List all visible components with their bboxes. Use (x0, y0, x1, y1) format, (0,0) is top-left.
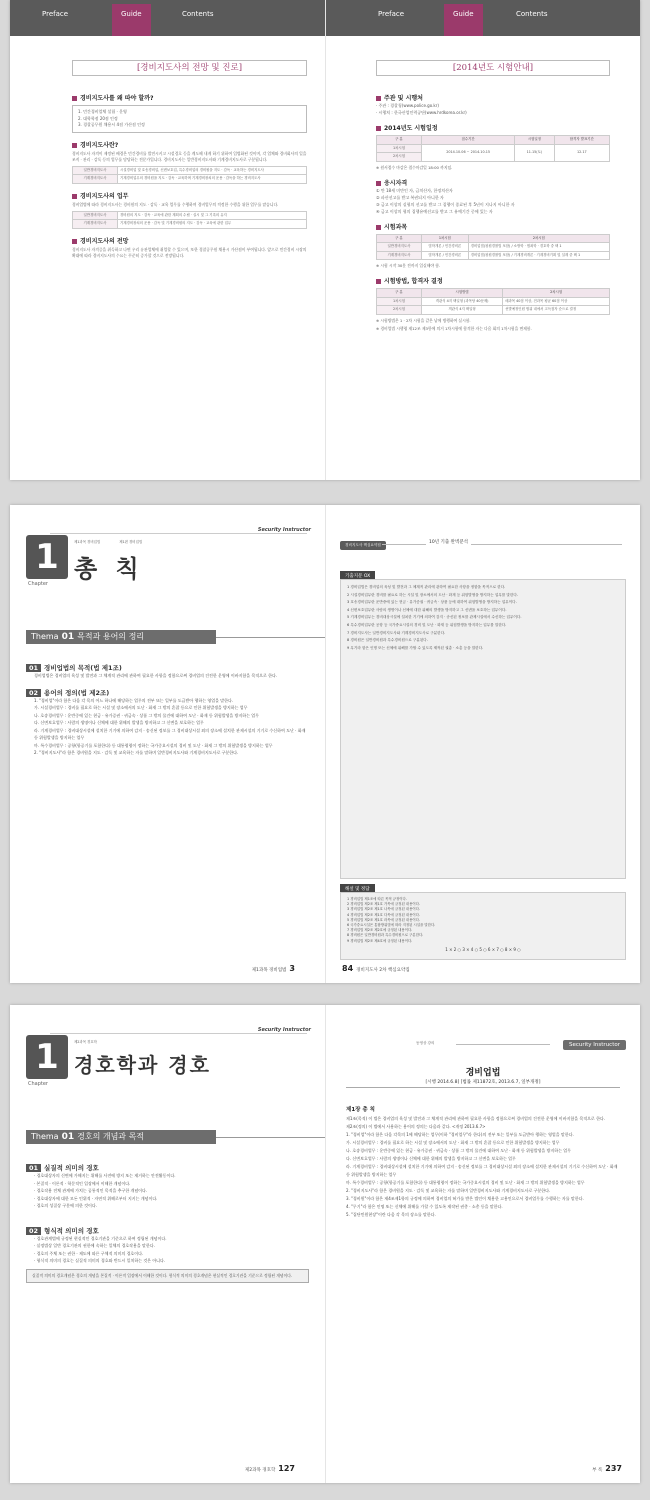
exam-content (376, 86, 610, 334)
table-value: 선발예정인원 범위 내에서 고득점자 순으로 결정 (503, 306, 610, 315)
column-header: 2차시험 (468, 234, 609, 243)
table-note: ※ 시험방법은 1 · 2차 시험을 같은 날에 병행하여 실시함. (376, 317, 471, 323)
chapter-body (26, 655, 309, 757)
page-footer (245, 1464, 295, 1473)
spread-guide (10, 0, 640, 480)
law-article: 제2조(정의) 이 법에서 사용하는 용어의 정의는 다음과 같다. <개정 2013.6.7> (346, 1124, 486, 1129)
paragraph: 경비지도사 자격증을 취득하고 나면 우리 유관업체에 취업할 수 있으며, 또한 경찰공무원 채용시 가산점이 부여됩니다. 앞으로 민간경비 시장의 확대에 따라 경비지도사의 수요는 꾸준히 증가할 것으로 전망됩니다. (72, 246, 307, 258)
answer-box (340, 892, 626, 960)
subject-tab: 제1편 경비업법 (119, 540, 143, 544)
quiz-item: 5 기계경비업무는 경비대상시설에 설치한 기기에 의하여 감지 · 송신된 정보를 관제시설에서 수신하는 업무이다. (347, 615, 522, 620)
section-title: [경비지도사의 전망 및 진로] (72, 60, 307, 76)
table-value: 경비업법(청원경찰법 포함) / 기계경비개론 · 기계경비기획 및 설계 중 택 1 (468, 251, 609, 260)
section-title: 형식적 의미의 경호 (44, 1226, 99, 1235)
table-value: 시설경비업 및 호송경비업, 신변보호업, 특수경비업의 경비원을 지도 · 감독 · 교육하는 경비지도사 (118, 166, 307, 175)
law-article: 마. 특수경비업무 : 공항(항공기를 포함한다) 등 대통령령이 정하는 국가중요시설의 경비 및 도난 · 화재 그 밖의 위험발생을 방지하는 업무 (346, 1180, 585, 1185)
answer-item: 3 경비업법 제2조 제1호 나목에 규정된 내용이다. (347, 907, 420, 912)
subject-tabs (74, 1039, 115, 1044)
definition-item: 다. 신변보호업무 : 사람의 생명이나 신체에 대한 위해의 발생을 방지하고 그 신변을 보호하는 업무 (34, 720, 204, 725)
definition-item: 2. "경비지도사"라 함은 경비원을 지도 · 감독 및 교육하는 자를 말하며 일반경비지도사와 기계경비지도사로 구분한다. (34, 750, 239, 755)
footer-text: 경비지도사 2차 핵심요약집 (356, 968, 410, 973)
law-article: 3. "경비원"이라 함은 제4조제1항의 규정에 의하여 경비업의 허가를 받은 법인이 채용한 고용인으로서 경비업무를 수행하는 자를 말한다. (346, 1196, 584, 1201)
table-row (377, 306, 610, 315)
heading-subjects: 시험과목 (376, 222, 610, 231)
bullet-item: · 본질적 · 이론적 · 학문적인 입장에서 이해한 개념이다. (34, 1180, 131, 1186)
page-appendix-law (325, 1005, 640, 1483)
qual-item: ① 만 18세 미만인 자, 금치산자, 한정치산자 (376, 187, 453, 193)
law-title: 경비업법 (465, 1068, 501, 1078)
chapter-title: 경호학과 경호 (74, 1053, 211, 1077)
paragraph: 경비업법에 따라 경비지도사는 경비원의 지도 · 감독 · 교육 업무를 수행하며 경비업무의 적정한 수행을 위한 업무를 맡습니다. (72, 201, 279, 207)
bullet-item: · 경호의 성질상 구분에 의한 것이다. (34, 1203, 97, 1208)
chapter-title: 총 칙 (74, 554, 144, 583)
table-value: 12.17 (554, 144, 609, 161)
bullet-item: · 경호관계법에 규정된 현실적인 경호기관을 기준으로 하여 정립된 개념이다. (34, 1235, 167, 1241)
nav-guide[interactable]: Guide (444, 4, 483, 36)
nav-guide[interactable]: Guide (112, 4, 151, 36)
section-body: 경비업법은 경비업의 육성 및 발전과 그 체계적 관리에 관하여 필요한 사항을 정함으로써 경비업의 건전한 운영에 이바지함을 목적으로 한다. (34, 673, 278, 678)
divider (50, 533, 307, 534)
divider (50, 1033, 307, 1034)
bullet-item: · 경호대상자에 대한 모든 인위적 · 자연적 위해로부터 지키는 개념이다. (34, 1195, 158, 1201)
quiz-item: 6 특수경비업무란 공항 등 국가중요시설의 경비 및 도난 · 화재 등 위험발생을 방지하는 업무를 말한다. (347, 622, 507, 627)
org-line: · 주관 : 경찰청(www.police.go.kr) (376, 103, 439, 108)
answer-key-row: 1 × 2 ○ 3 × 4 ○ 5 ○ 6 × 7 ○ 8 × 9 ○ (445, 946, 521, 952)
section-number: 02 (26, 689, 41, 697)
spread-chapter1-security (10, 1005, 640, 1483)
answer-item: 4 경비업법 제2조 제1호 다목에 규정된 내용이다. (347, 912, 420, 917)
table-row (377, 251, 610, 260)
heading-schedule: 2014년도 시험일정 (376, 123, 610, 132)
section-heading (26, 1163, 309, 1172)
page-number: 127 (278, 1464, 295, 1473)
subject-tab: 제2과목 경호학 (74, 1040, 97, 1044)
chapter-body (26, 1155, 309, 1283)
nav-contents[interactable]: Contents (516, 10, 548, 18)
law-subtitle: [시행 2014.6.8] [법률 제11872호, 2013.6.7, 일부개정] (425, 1080, 541, 1085)
law-article: 라. 기계경비업무 : 경비대상시설에 설치한 기기에 의하여 감지 · 송신된 정보를 그 경비대상시설 외의 장소에 설치한 관제시설의 기기로 수신하여 도난 · 화재 등 위험발생을 방지하는 업무 (346, 1164, 618, 1177)
guide-content (72, 86, 307, 261)
divider (216, 1137, 325, 1138)
table-value: 매과목 40점 이상, 전과목 평균 60점 이상 (503, 297, 610, 306)
chapter-number: 1 (26, 1035, 68, 1079)
table-key: 2차시험 (377, 306, 422, 315)
page-footer (252, 964, 295, 973)
divider (346, 1087, 620, 1088)
table-value: 경비원의 지도 · 감독 · 교육에 관한 계획의 수립 · 실시 및 그 기록의 유지 (118, 211, 307, 220)
column-header: 합격자 발표기간 (554, 136, 609, 145)
qual-item: ③ 금고 이상의 실형의 선고를 받고 그 집행이 종료된 후 5년이 지나지 아니한 자 (376, 201, 515, 207)
page-chapter-opener (10, 505, 325, 983)
paragraph: 경비지도사 자격이 제정된 배경은 민간경비를 발전시키고 시설경호 등을 계도해 내게 하기 위하여 입법화된 것이며, 각 업체와 경비회사의 일을 조직 · 관리 · 감독 등의 업무를 담당하는 전문가입니다. 경비지도사는 일반경비지도사와 기계경비지도사로 구분됩니다. (72, 150, 307, 162)
subject-tab: 제1과목 경비업법 (74, 540, 101, 544)
chapter-label: Chapter (28, 1081, 48, 1087)
answer-item: 7 경비업법 제2조 제2호에 규정된 내용이다. (347, 928, 413, 933)
law-chapter: 제1장 총 칙 (346, 1107, 375, 1113)
law-article: 1. "경비업"이라 함은 다음 각목의 1에 해당하는 업무(이하 "경비업무"라 한다)의 전부 또는 일부를 도급받아 행하는 영업을 말한다. (346, 1132, 574, 1137)
nav-contents[interactable]: Contents (182, 10, 214, 18)
table-row (73, 211, 307, 220)
spread-chapter1 (10, 505, 640, 983)
table-row (73, 175, 307, 184)
law-article: 5. "집단민원현장"이란 다음 각 목의 장소를 말한다. (346, 1212, 436, 1217)
table-key: 1차시험 (377, 144, 422, 153)
table-value: 법학개론 / 민간경비론 (422, 251, 469, 260)
quiz-item: 7 경비지도사는 일반경비지도사와 기계경비지도사로 구분한다. (347, 630, 446, 635)
page-ox-quiz (325, 505, 640, 983)
answer-item: 9 경비업법 제2조 제4호에 규정된 내용이다. (347, 938, 413, 943)
answer-item: 6 국가중요시설은 통합방위법에 따라 지정된 시설을 말한다. (347, 923, 436, 928)
answer-heading: 해설 및 정답 (340, 884, 375, 894)
theme-number: 01 (61, 1132, 75, 1142)
chapter-label: Chapter (28, 581, 48, 587)
table-key: 일반경비지도사 (73, 166, 118, 175)
table-value: 객관식 4지 택일형 (422, 306, 503, 315)
definition-item: 라. 기계경비업무 : 경비대상시설에 설치한 기기에 의하여 감지 · 송신된 정보를 그 경비대상시설 외의 장소에 설치한 관제시설의 기기로 수신하여 도난 · 화재 등 위험발생을 방지하는 업무 (34, 727, 306, 740)
benefit-item: 1. 민간경비업체 설립 · 운영 (78, 109, 127, 114)
qual-item: ④ 금고 이상의 형의 집행유예선고를 받고 그 유예기간 중에 있는 자 (376, 208, 493, 214)
theme-label: Thema (31, 632, 59, 641)
theme-title: 경호의 개념과 목적 (77, 1132, 145, 1141)
table-header-row (377, 136, 610, 145)
heading-what: 경비지도사란? (72, 140, 307, 149)
benefit-box (72, 105, 307, 133)
quiz-box (340, 579, 626, 879)
law-article: 다. 신변보호업무 : 사람의 생명이나 신체에 대한 위해의 발생을 방지하고 그 신변을 보호하는 업무 (346, 1156, 516, 1161)
law-article: 2. "경비지도사"라 함은 경비원을 지도 · 감독 및 교육하는 자를 말하며 일반경비지도사와 기계경비지도사로 구분한다. (346, 1188, 551, 1193)
column-header: 구 분 (377, 136, 422, 145)
quiz-item: 1 경비업법은 경비업의 육성 및 발전과 그 체계적 관리에 관하여 필요한 사항을 정함을 목적으로 한다. (347, 585, 506, 589)
note-box: 실질적 의미의 경호개념은 경호의 개념을 본질적 · 이론적 입장에서 이해한 것이다. 형식적 의미의 경호개념은 현실적인 경호기관을 기준으로 정립된 개념이다. (26, 1269, 309, 1283)
page-footer (592, 1464, 622, 1473)
divider (216, 637, 325, 638)
column-header: 구 분 (377, 234, 422, 243)
divider (456, 1044, 550, 1045)
table-value: 기계경비업무의 경비원을 지도 · 감독 · 교육하며 기계경비장치의 운용 · 감독을 하는 경비지도사 (118, 175, 307, 184)
footer-text: 제2과목 경호학 (244, 1468, 276, 1473)
table-value: 법학개론 / 민간경비론 (422, 243, 469, 252)
table-value: 객관식 4지 택일형 (과목당 40문제) (422, 297, 503, 306)
section-number: 01 (26, 1164, 41, 1172)
heading-outlook: 경비지도사의 전망 (72, 236, 307, 245)
table-row (73, 166, 307, 175)
page-exam-info (325, 0, 640, 480)
law-body (346, 1105, 622, 1219)
quiz-item: 8 경비원은 일반경비원과 특수경비원으로 구분된다. (347, 638, 428, 643)
column-header: 1차시험 (422, 234, 469, 243)
bullet-item: · 실정법상 일반 경호기관의 권한에 속하는 일체의 경호작용을 말한다. (34, 1243, 155, 1248)
duty-table (72, 211, 307, 229)
column-header: 2차시험 (503, 289, 610, 298)
table-row (73, 220, 307, 229)
section-number: 01 (26, 664, 41, 672)
table-row (377, 297, 610, 306)
law-article: 나. 호송경비업무 : 운반중에 있는 현금 · 유가증권 · 귀금속 · 상품 그 밖의 물건에 대하여 도난 · 화재 등 위험발생을 방지하는 업무 (346, 1148, 572, 1153)
law-article: 제1조(목적) 이 법은 경비업의 육성 및 발전과 그 체계적 관리에 관하여 필요한 사항을 정함으로써 경비업의 건전한 운영에 이바지함을 목적으로 한다. (346, 1116, 606, 1121)
table-row (377, 144, 610, 153)
page-chapter-opener (10, 1005, 325, 1483)
book-pill: Security Instructor (563, 1040, 626, 1050)
theme-title: 목적과 용어의 정리 (77, 632, 145, 641)
footer-text: 제1과목 경비업법 (251, 968, 287, 973)
table-header-row (377, 234, 610, 243)
definition-item: 마. 특수경비업무 : 공항(항공기를 포함한다) 등 대통령령이 정하는 국가중요시설의 경비 및 도난 · 화재 그 밖의 위험발생을 방지하는 업무 (34, 742, 273, 748)
section-number: 02 (26, 1227, 41, 1235)
quiz-item: 2 시설경비업무란 경비를 필요로 하는 시설 및 장소에서의 도난 · 화재 등 위험발생을 방지하는 업무를 말한다. (347, 592, 518, 597)
column-header: 접수기간 (422, 136, 515, 145)
column-header: 시험일정 (515, 136, 554, 145)
section-title: 실질적 의미의 경호 (44, 1164, 99, 1172)
bullet-item: · 형식적 의미의 경호는 실질적 의미의 경호와 반드시 일치하는 것은 아니다. (34, 1258, 166, 1263)
chapter-number: 1 (26, 535, 68, 579)
page-number: 84 (342, 964, 354, 973)
benefit-item: 2. 대학학점 20점 인정 (78, 115, 118, 121)
header-tag: 10년 기출 완벽분석 (426, 539, 471, 545)
bullet-item: · 경호대상자의 신변에 가해지는 위해를 사전에 방지 또는 제거하는 안전활동이다. (34, 1173, 176, 1178)
theme-label: Thema (31, 1132, 59, 1141)
table-note: ※ 원서접수 마감은 접수마감일 18:00 까지임. (376, 164, 453, 170)
bullet-item: · 경호의 주체 또는 권한 · 제도에 따른 구체적 의미의 경호이다. (34, 1250, 144, 1256)
answer-item: 5 경비업법 제2조 제1호 라목에 규정된 내용이다. (347, 917, 420, 922)
nav-preface[interactable]: Preface (378, 10, 405, 18)
schedule-table (376, 135, 610, 162)
nav-preface[interactable]: Preface (42, 10, 69, 18)
table-note: ※ 경비업법 시행령 제12조 제3항에 의거 1차시험에 합격한 자는 다음 회의 1차시험을 면제함. (376, 325, 532, 331)
law-article: 4. "무기"라 함은 인명 또는 신체에 위해를 가할 수 있도록 제작된 권총 · 소총 등을 말한다. (346, 1204, 503, 1209)
book-pill: 경비지도사 핵심요약집 (340, 541, 386, 550)
table-key: 일반경비지도사 (377, 243, 422, 252)
column-header: 시험방법 (422, 289, 503, 298)
definition-item: 나. 호송경비업무 : 운반중에 있는 현금 · 유가증권 · 귀금속 · 상품 그 밖의 물건에 대하여 도난 · 화재 등 위험발생을 방지하는 업무 (34, 712, 260, 718)
definition-item: 1. "경비업"이라 함은 다음 각 목의 어느 하나에 해당하는 업무의 전부 또는 일부를 도급받아 행하는 영업을 말한다. (34, 697, 234, 703)
table-key: 1차시험 (377, 297, 422, 306)
heading-duty: 경비지도사의 업무 (72, 191, 307, 200)
heading-why: 경비지도사를 왜 따야 할까? (72, 93, 307, 102)
subjects-table (376, 234, 610, 261)
qual-item: ② 파산선고를 받고 복권되지 아니한 자 (376, 194, 444, 200)
table-value: 경비업법(청원경찰법 포함) / 소방학 · 범죄학 · 경호학 중 택 1 (468, 243, 609, 252)
quiz-heading: 기출지문 OX (340, 571, 375, 581)
heading-qualification: 응시자격 (376, 178, 610, 187)
section-title: [2014년도 시험안내] (376, 60, 610, 76)
theme-bar (26, 1130, 216, 1144)
subject-tabs (74, 539, 160, 544)
divider (382, 544, 622, 545)
answer-item: 2 경비업법 제2조 제1호 가목에 규정된 내용이다. (347, 902, 420, 907)
heading-org: 주관 및 시행처 (376, 93, 610, 102)
table-header-row (377, 289, 610, 298)
bullet-item: · 경호작용 전체 관계에 가치는 공통적인 목적을 추구한 개념이다. (34, 1188, 148, 1193)
answer-item: 1 경비업법 제1조에 따른 목적 규정이다. (347, 897, 407, 901)
quiz-item: 3 호송경비업무란 운반중에 있는 현금 · 유가증권 · 귀금속 · 상품 등에 대하여 위험발생을 방지하는 업무이다. (347, 600, 517, 605)
theme-bar (26, 630, 216, 644)
benefit-item: 3. 경찰공무원 채용시 4점 가산점 인정 (78, 122, 145, 127)
column-header: 구 분 (377, 289, 422, 298)
table-note: ※ 시험 시작 30분 전까지 입실해야 함. (376, 263, 441, 268)
org-line: · 시행처 : 한국산업인력공단(www.hrdkorea.or.kr) (376, 110, 467, 115)
law-article: 가. 시설경비업무 : 경비를 필요로 하는 시설 및 장소에서의 도난 · 화재 그 밖의 혼잡 등으로 인한 위험발생을 방지하는 업무 (346, 1140, 560, 1145)
heading-result: 시험방법, 합격자 결정 (376, 276, 610, 285)
table-row (377, 243, 610, 252)
answer-item: 8 경비원은 일반경비원과 특수경비원으로 구분한다. (347, 933, 424, 938)
table-value: 기계경비장치의 운용 · 감독 및 기계경비원의 지도 · 감독 · 교육에 관한 업무 (118, 220, 307, 229)
table-key: 기계경비지도사 (73, 175, 118, 184)
table-key: 기계경비지도사 (73, 220, 118, 229)
header-tag: 동영상 강의 (416, 1041, 435, 1045)
page-footer (342, 964, 410, 973)
table-value: 11.15(토) (515, 144, 554, 161)
running-head: Security Instructor (257, 1027, 311, 1033)
section-heading (26, 1226, 309, 1235)
section-heading (26, 663, 309, 672)
type-table (72, 166, 307, 184)
quiz-item: 9 무기라 함은 인명 또는 신체에 위해를 가할 수 있도록 제작된 권총 · 소총 등을 말한다. (347, 645, 484, 650)
table-value: 2014.10.06 ~ 2014.10.15 (422, 144, 515, 161)
quiz-item: 4 신변보호업무란 사람의 생명이나 신체에 대한 위해의 발생을 방지하고 그 신변을 보호하는 업무이다. (347, 607, 507, 612)
definition-item: 가. 시설경비업무 : 경비를 필요로 하는 시설 및 장소에서의 도난 · 화재 그 밖의 혼잡 등으로 인한 위험발생을 방지하는 업무 (34, 705, 248, 710)
section-heading (26, 688, 309, 697)
running-head: Security Instructor (257, 527, 311, 533)
theme-number: 01 (61, 632, 75, 642)
result-table (376, 288, 610, 315)
page-guide-outlook (10, 0, 325, 480)
section-title: 경비업법의 목적(법 제1조) (44, 664, 122, 672)
table-key: 기계경비지도사 (377, 251, 422, 260)
section-title: 용어의 정의(법 제2조) (44, 688, 110, 697)
page-number: 237 (605, 1464, 622, 1473)
footer-text: 부 록 (592, 1468, 603, 1473)
table-key: 2차시험 (377, 153, 422, 162)
table-key: 일반경비지도사 (73, 211, 118, 220)
page-number: 3 (289, 964, 295, 973)
